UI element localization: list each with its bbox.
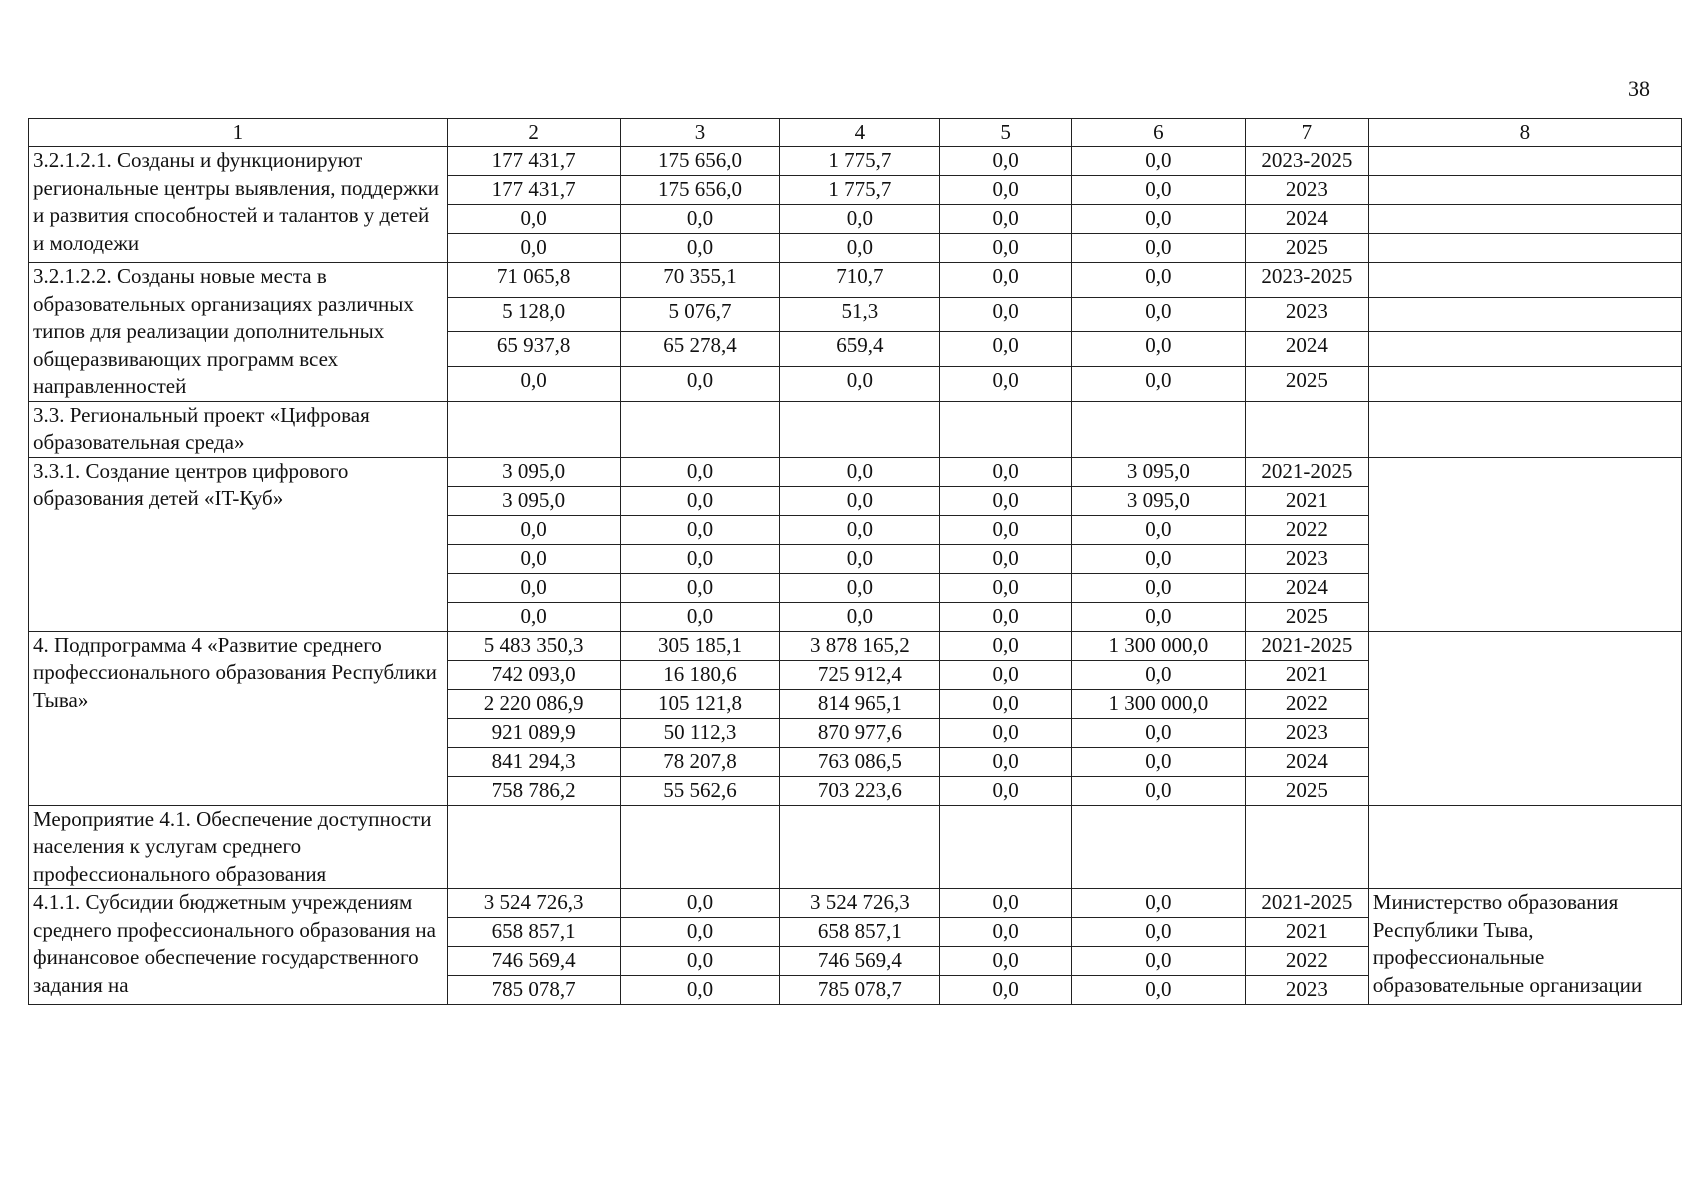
value-cell: 0,0 bbox=[940, 747, 1072, 776]
responsible-cell bbox=[1368, 234, 1681, 263]
value-cell: 3 095,0 bbox=[447, 457, 620, 486]
value-cell: 0,0 bbox=[1071, 602, 1245, 631]
value-cell: 0,0 bbox=[447, 205, 620, 234]
value-cell: 659,4 bbox=[780, 332, 940, 367]
table-row bbox=[29, 263, 1682, 298]
value-cell: 0,0 bbox=[780, 573, 940, 602]
year-cell: 2025 bbox=[1245, 234, 1368, 263]
section-name: Мероприятие 4.1. Обеспечение доступности населения к услугам среднего профессионального образования bbox=[29, 805, 448, 889]
budget-table bbox=[28, 118, 1682, 1005]
value-cell: 710,7 bbox=[780, 263, 940, 298]
empty-cell bbox=[940, 805, 1072, 889]
value-cell: 0,0 bbox=[1071, 297, 1245, 332]
value-cell: 5 128,0 bbox=[447, 297, 620, 332]
value-cell: 763 086,5 bbox=[780, 747, 940, 776]
value-cell: 0,0 bbox=[620, 515, 780, 544]
year-cell: 2023 bbox=[1245, 544, 1368, 573]
year-cell: 2024 bbox=[1245, 332, 1368, 367]
table-row bbox=[29, 457, 1682, 486]
value-cell: 746 569,4 bbox=[780, 947, 940, 976]
value-cell: 0,0 bbox=[1071, 544, 1245, 573]
value-cell: 55 562,6 bbox=[620, 776, 780, 805]
value-cell: 0,0 bbox=[620, 457, 780, 486]
value-cell: 0,0 bbox=[620, 205, 780, 234]
value-cell: 1 775,7 bbox=[780, 147, 940, 176]
value-cell: 1 300 000,0 bbox=[1071, 631, 1245, 660]
header-col-5: 5 bbox=[940, 119, 1072, 147]
year-cell: 2021 bbox=[1245, 660, 1368, 689]
year-cell: 2021-2025 bbox=[1245, 889, 1368, 918]
section-name: 3.3. Региональный проект «Цифровая образовательная среда» bbox=[29, 401, 448, 457]
value-cell: 0,0 bbox=[940, 366, 1072, 401]
value-cell: 0,0 bbox=[1071, 515, 1245, 544]
empty-cell bbox=[620, 401, 780, 457]
value-cell: 0,0 bbox=[940, 176, 1072, 205]
value-cell: 0,0 bbox=[620, 976, 780, 1005]
value-cell: 177 431,7 bbox=[447, 176, 620, 205]
value-cell: 658 857,1 bbox=[780, 918, 940, 947]
empty-cell bbox=[940, 401, 1072, 457]
value-cell: 0,0 bbox=[940, 573, 1072, 602]
value-cell: 0,0 bbox=[940, 918, 1072, 947]
responsible-cell bbox=[1368, 366, 1681, 401]
value-cell: 3 095,0 bbox=[447, 486, 620, 515]
value-cell: 0,0 bbox=[447, 573, 620, 602]
value-cell: 0,0 bbox=[1071, 263, 1245, 298]
empty-cell bbox=[1245, 401, 1368, 457]
value-cell: 3 095,0 bbox=[1071, 457, 1245, 486]
value-cell: 0,0 bbox=[447, 366, 620, 401]
value-cell: 0,0 bbox=[447, 544, 620, 573]
value-cell: 0,0 bbox=[940, 889, 1072, 918]
empty-cell bbox=[780, 401, 940, 457]
header-col-1: 1 bbox=[29, 119, 448, 147]
value-cell: 105 121,8 bbox=[620, 689, 780, 718]
value-cell: 305 185,1 bbox=[620, 631, 780, 660]
responsible-cell bbox=[1368, 263, 1681, 298]
value-cell: 785 078,7 bbox=[780, 976, 940, 1005]
year-cell: 2023-2025 bbox=[1245, 263, 1368, 298]
value-cell: 0,0 bbox=[620, 889, 780, 918]
value-cell: 0,0 bbox=[780, 205, 940, 234]
value-cell: 0,0 bbox=[620, 366, 780, 401]
value-cell: 175 656,0 bbox=[620, 147, 780, 176]
value-cell: 0,0 bbox=[1071, 573, 1245, 602]
year-cell: 2021 bbox=[1245, 918, 1368, 947]
value-cell: 746 569,4 bbox=[447, 947, 620, 976]
section-row bbox=[29, 401, 1682, 457]
table-row bbox=[29, 889, 1682, 918]
value-cell: 0,0 bbox=[780, 457, 940, 486]
value-cell: 0,0 bbox=[780, 234, 940, 263]
value-cell: 0,0 bbox=[1071, 918, 1245, 947]
value-cell: 0,0 bbox=[1071, 332, 1245, 367]
value-cell: 0,0 bbox=[1071, 176, 1245, 205]
value-cell: 0,0 bbox=[1071, 889, 1245, 918]
value-cell: 65 278,4 bbox=[620, 332, 780, 367]
value-cell: 0,0 bbox=[620, 918, 780, 947]
year-cell: 2023-2025 bbox=[1245, 147, 1368, 176]
value-cell: 0,0 bbox=[940, 660, 1072, 689]
value-cell: 742 093,0 bbox=[447, 660, 620, 689]
value-cell: 870 977,6 bbox=[780, 718, 940, 747]
value-cell: 0,0 bbox=[1071, 147, 1245, 176]
value-cell: 703 223,6 bbox=[780, 776, 940, 805]
section-name: 3.2.1.2.2. Созданы новые места в образовательных организациях различных типов для реализации дополнительных общеразвивающих программ всех направленностей bbox=[29, 263, 448, 402]
year-cell: 2025 bbox=[1245, 366, 1368, 401]
value-cell: 16 180,6 bbox=[620, 660, 780, 689]
responsible-cell: Министерство образования Республики Тыва, профессиональные образовательные организации bbox=[1368, 889, 1681, 1005]
value-cell: 0,0 bbox=[940, 544, 1072, 573]
responsible-cell bbox=[1368, 457, 1681, 631]
value-cell: 5 076,7 bbox=[620, 297, 780, 332]
value-cell: 0,0 bbox=[940, 776, 1072, 805]
year-cell: 2025 bbox=[1245, 776, 1368, 805]
value-cell: 0,0 bbox=[620, 602, 780, 631]
empty-cell bbox=[1071, 805, 1245, 889]
value-cell: 785 078,7 bbox=[447, 976, 620, 1005]
year-cell: 2023 bbox=[1245, 176, 1368, 205]
value-cell: 1 300 000,0 bbox=[1071, 689, 1245, 718]
section-row bbox=[29, 805, 1682, 889]
value-cell: 0,0 bbox=[780, 602, 940, 631]
empty-cell bbox=[447, 805, 620, 889]
empty-cell bbox=[620, 805, 780, 889]
value-cell: 2 220 086,9 bbox=[447, 689, 620, 718]
value-cell: 0,0 bbox=[620, 486, 780, 515]
value-cell: 0,0 bbox=[940, 976, 1072, 1005]
value-cell: 71 065,8 bbox=[447, 263, 620, 298]
header-col-6: 6 bbox=[1071, 119, 1245, 147]
section-name: 3.2.1.2.1. Созданы и функционируют региональные центры выявления, поддержки и развития способностей и талантов у детей и молодежи bbox=[29, 147, 448, 263]
year-cell: 2021-2025 bbox=[1245, 457, 1368, 486]
header-col-2: 2 bbox=[447, 119, 620, 147]
value-cell: 0,0 bbox=[940, 689, 1072, 718]
value-cell: 78 207,8 bbox=[620, 747, 780, 776]
value-cell: 725 912,4 bbox=[780, 660, 940, 689]
value-cell: 0,0 bbox=[1071, 660, 1245, 689]
value-cell: 0,0 bbox=[447, 602, 620, 631]
value-cell: 0,0 bbox=[780, 515, 940, 544]
value-cell: 658 857,1 bbox=[447, 918, 620, 947]
value-cell: 0,0 bbox=[940, 205, 1072, 234]
year-cell: 2022 bbox=[1245, 515, 1368, 544]
year-cell: 2022 bbox=[1245, 689, 1368, 718]
year-cell: 2024 bbox=[1245, 747, 1368, 776]
responsible-cell bbox=[1368, 332, 1681, 367]
empty-cell bbox=[1245, 805, 1368, 889]
value-cell: 0,0 bbox=[940, 263, 1072, 298]
value-cell: 0,0 bbox=[447, 515, 620, 544]
empty-cell bbox=[1071, 401, 1245, 457]
value-cell: 0,0 bbox=[620, 947, 780, 976]
value-cell: 0,0 bbox=[1071, 747, 1245, 776]
value-cell: 0,0 bbox=[1071, 947, 1245, 976]
header-col-7: 7 bbox=[1245, 119, 1368, 147]
value-cell: 5 483 350,3 bbox=[447, 631, 620, 660]
value-cell: 0,0 bbox=[780, 544, 940, 573]
empty-cell bbox=[447, 401, 620, 457]
table-row bbox=[29, 147, 1682, 176]
value-cell: 0,0 bbox=[940, 234, 1072, 263]
empty-cell bbox=[1368, 401, 1681, 457]
value-cell: 0,0 bbox=[1071, 976, 1245, 1005]
value-cell: 0,0 bbox=[940, 457, 1072, 486]
value-cell: 0,0 bbox=[780, 486, 940, 515]
responsible-cell bbox=[1368, 205, 1681, 234]
value-cell: 0,0 bbox=[1071, 718, 1245, 747]
year-cell: 2021-2025 bbox=[1245, 631, 1368, 660]
value-cell: 0,0 bbox=[620, 544, 780, 573]
header-col-8: 8 bbox=[1368, 119, 1681, 147]
value-cell: 0,0 bbox=[940, 718, 1072, 747]
value-cell: 0,0 bbox=[940, 631, 1072, 660]
value-cell: 758 786,2 bbox=[447, 776, 620, 805]
value-cell: 65 937,8 bbox=[447, 332, 620, 367]
responsible-cell bbox=[1368, 631, 1681, 805]
section-name: 4.1.1. Субсидии бюджетным учреждениям среднего профессионального образования на финансовое обеспечение государственного задания на bbox=[29, 889, 448, 1005]
header-row bbox=[29, 119, 1682, 147]
value-cell: 51,3 bbox=[780, 297, 940, 332]
value-cell: 0,0 bbox=[940, 515, 1072, 544]
year-cell: 2024 bbox=[1245, 205, 1368, 234]
value-cell: 0,0 bbox=[620, 234, 780, 263]
section-name: 4. Подпрограмма 4 «Развитие среднего профессионального образования Республики Тыва» bbox=[29, 631, 448, 805]
year-cell: 2024 bbox=[1245, 573, 1368, 602]
year-cell: 2021 bbox=[1245, 486, 1368, 515]
value-cell: 0,0 bbox=[940, 297, 1072, 332]
value-cell: 3 095,0 bbox=[1071, 486, 1245, 515]
value-cell: 0,0 bbox=[1071, 205, 1245, 234]
value-cell: 177 431,7 bbox=[447, 147, 620, 176]
value-cell: 0,0 bbox=[940, 602, 1072, 631]
value-cell: 3 878 165,2 bbox=[780, 631, 940, 660]
value-cell: 921 089,9 bbox=[447, 718, 620, 747]
value-cell: 0,0 bbox=[940, 332, 1072, 367]
value-cell: 3 524 726,3 bbox=[780, 889, 940, 918]
value-cell: 0,0 bbox=[1071, 776, 1245, 805]
empty-cell bbox=[1368, 805, 1681, 889]
value-cell: 841 294,3 bbox=[447, 747, 620, 776]
year-cell: 2022 bbox=[1245, 947, 1368, 976]
value-cell: 0,0 bbox=[780, 366, 940, 401]
value-cell: 175 656,0 bbox=[620, 176, 780, 205]
value-cell: 3 524 726,3 bbox=[447, 889, 620, 918]
value-cell: 1 775,7 bbox=[780, 176, 940, 205]
value-cell: 0,0 bbox=[940, 486, 1072, 515]
section-name: 3.3.1. Создание центров цифрового образования детей «IT-Куб» bbox=[29, 457, 448, 631]
empty-cell bbox=[780, 805, 940, 889]
value-cell: 70 355,1 bbox=[620, 263, 780, 298]
header-col-4: 4 bbox=[780, 119, 940, 147]
value-cell: 0,0 bbox=[1071, 234, 1245, 263]
value-cell: 0,0 bbox=[620, 573, 780, 602]
year-cell: 2023 bbox=[1245, 718, 1368, 747]
responsible-cell bbox=[1368, 297, 1681, 332]
table-row bbox=[29, 631, 1682, 660]
value-cell: 0,0 bbox=[940, 147, 1072, 176]
year-cell: 2025 bbox=[1245, 602, 1368, 631]
year-cell: 2023 bbox=[1245, 976, 1368, 1005]
value-cell: 814 965,1 bbox=[780, 689, 940, 718]
value-cell: 0,0 bbox=[940, 947, 1072, 976]
page-number: 38 bbox=[1628, 76, 1650, 101]
header-col-3: 3 bbox=[620, 119, 780, 147]
responsible-cell bbox=[1368, 147, 1681, 176]
value-cell: 0,0 bbox=[447, 234, 620, 263]
year-cell: 2023 bbox=[1245, 297, 1368, 332]
value-cell: 50 112,3 bbox=[620, 718, 780, 747]
value-cell: 0,0 bbox=[1071, 366, 1245, 401]
responsible-cell bbox=[1368, 176, 1681, 205]
